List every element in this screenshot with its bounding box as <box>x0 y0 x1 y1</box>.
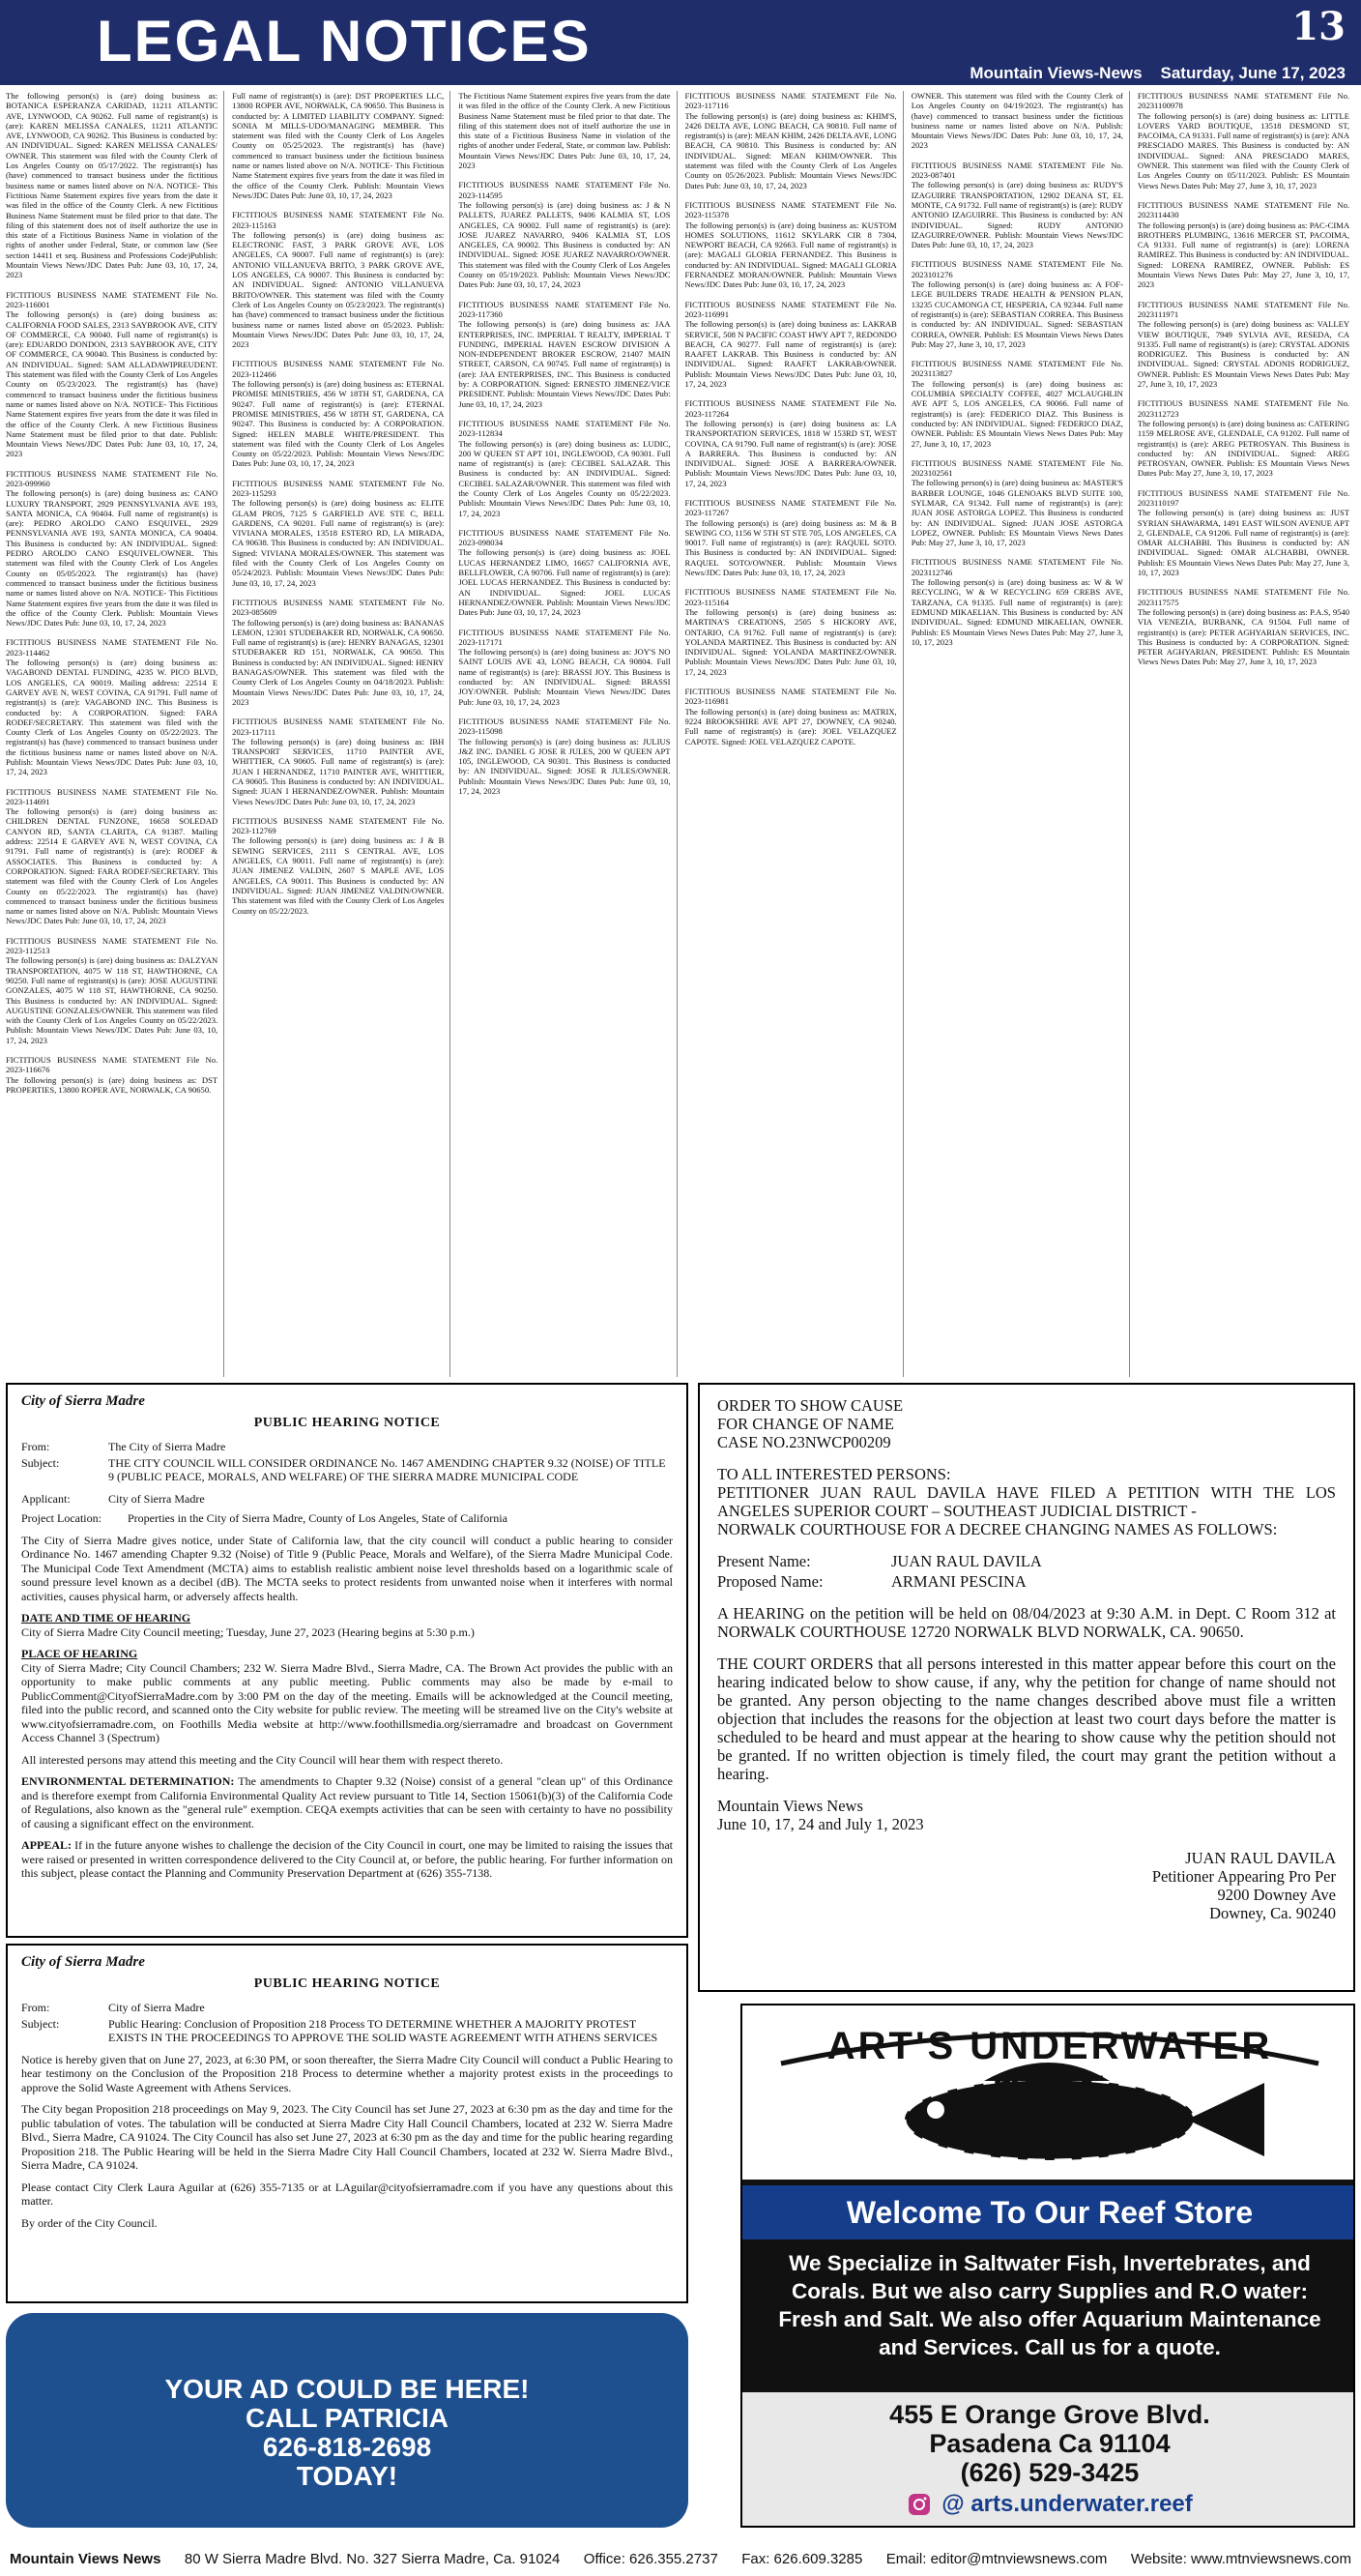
fictitious-business-notice <box>458 91 670 170</box>
notice-file-heading: FICTITIOUS BUSINESS NAME STATEMENT File No. 2023-117116 <box>684 91 897 111</box>
notice-file-heading: FICTITIOUS BUSINESS NAME STATEMENT File No. 2023-116676 <box>6 1055 218 1075</box>
notice-body: The following person(s) is (are) doing business as: ETERNAL PROMISE MINISTRIES, 456 W 18TH ST, GARDENA, CA 90247. Full name of registrant(s) is (are): ETERNAL PROMISE MINISTRIES, 456 W 18TH ST, GARDENA, CA 90247. This Business is conducted by: A CORPORATION. Signed: HELEN MABLE WHITE/PRESIDENT. This statement was filed with the County Clerk of Los Angeles County on 05/22/2023. Publish: Mountain Views News/JDC Dates Pub: June 03, 10, 17, 24, 2023 <box>232 379 445 469</box>
fictitious-business-notice <box>685 687 897 746</box>
notice-body: The following person(s) is (are) doing business as: JULIUS J&Z INC. DANIEL G JOSE R JULES, 200 W QUEEN APT 105, INGLEWOOD, CA 90301. This Business is conducted by: AN INDIVIDUAL. Signed: JOSE R JULES/OWNER. Publish: Mountain Views News/JDC Dates Pub: June 03, 10, 17, 24, 2023 <box>458 736 671 796</box>
notice-file-heading: FICTITIOUS BUSINESS NAME STATEMENT File No. 2023-115293 <box>232 478 445 498</box>
notice-file-heading: FICTITIOUS BUSINESS NAME STATEMENT File No. 2023-116991 <box>684 299 897 319</box>
store-city: Pasadena Ca 91104 <box>929 2429 1171 2458</box>
footer-brand: Mountain Views News <box>10 2551 161 2567</box>
notice-file-heading: FICTITIOUS BUSINESS NAME STATEMENT File No. 2023-112769 <box>232 815 445 836</box>
logo-text: ART'S UNDERWATER REEF <box>826 2025 1273 2111</box>
order-to-show-cause <box>698 1383 1355 1992</box>
notice-paragraph: Notice is hereby given that on June 27, 2023, at 6:30 PM, or soon thereafter, the Sierra Madre City Council will conduct a Public Hearing to hear testimony on the Conclusion of the Proposition 218 Process to determine whether a majority protest exists in the proceedings to approve the Solid Waste Agreement with Athens Services. <box>21 2052 673 2094</box>
notice-file-heading: FICTITIOUS BUSINESS NAME STATEMENT File No. 2023-114462 <box>6 637 218 658</box>
notice-body: The following person(s) is (are) doing business as: M & B SEWING CO, 1156 W 5TH ST STE 705, LOS ANGELES, CA 90017. Full name of registrant(s) is (are): RAQUEL SOTO. This Business is conducted by: AN INDIVIDUAL. Signed: RAQUEL SOTO/OWNER. Publish: Mountain Views News/JDC Dates Pub: June 03, 10, 17, 24, 2023 <box>684 517 897 578</box>
notice-body: The following person(s) is (are) doing business as: BOTANICA ESPERANZA CARIDAD, 11211 ATLANTIC AVE, LYNWOOD, CA 90262. Full name of registrant(s) is (are): KAREN MELISSA CANALES, 11211 ATLANTIC AVE, LYNWOOD, CA 90262. This Business is conducted by: AN INDIVIDUAL. Signed: KAREN MELISSA CANALES/ OWNER. This statement was filed with the County Clerk of Los Angeles County on 05/17/2022. The registrant(s) has (have) commenced to transact business under the fictitious business name or names listed above on N/A. NOTICE- This Fictitious Name Statement expires five years from the date it was filed in the office of the County Clerk. A new Fictitious Business Name Statement must be filed prior to that date. The filing of this statement does not of itself authorize the use in this state of a Fictitious Business Name in violation of the rights of another under Federal, State, or common law (See section 14411 et seq. Business and Professions Code)Publish: Mountain Views News/JDC Dates Pub: June 03, 10, 17, 24, 2023 <box>6 91 218 280</box>
to-all: TO ALL INTERESTED PERSONS: <box>717 1465 951 1483</box>
notice-file-heading: FICTITIOUS BUSINESS NAME STATEMENT File No. 2023110197 <box>1137 487 1350 508</box>
instagram-handle: @ arts.underwater.reef <box>941 2491 1193 2517</box>
fictitious-business-notice <box>1138 587 1349 666</box>
place-text: City of Sierra Madre; City Council Chambers; 232 W. Sierra Madre Blvd., Sierra Madre, CA. The Brown Act provides the public with an opportunity to make public comments at any public meeting. Public comments may also be made by e-mail to PublicComment@CityofSierraMadre.com by 3:00 PM on the day of the meeting. Emails will be acknowledged at the Council meeting, filed into the public record, and scanned onto the City website for public review. The meeting will be streamed live on the City's website at www.cityofsierramadre.com, on Foothills Media website at http://www.foothillsmedia.org/sierramadre and broadcast on Government Access Channel 3 (Spectrum) <box>21 1660 673 1744</box>
notice-paragraph: Please contact City Clerk Laura Aguilar at (626) 355-7135 or at LAguilar@cityofsierramadre.com if you have any questions about this matter. <box>21 2180 673 2208</box>
notice-file-heading: FICTITIOUS BUSINESS NAME STATEMENT File No. 2023-117360 <box>458 299 671 319</box>
osc-title: ORDER TO SHOW CAUSE <box>717 1396 904 1415</box>
notice-body: The following person(s) is (are) doing business as: VAGABOND DENTAL FUNDING, 4235 W. PICO BLVD, LOS ANGELES, CA 90019. Mailing address: 22514 E GARVEY AVE N, WEST COVINA, CA 91791. Full name of registrant(s) is (are): VAGABOND INC. This Business is conducted by: A CORPORATION. Signed: FARA RODEF/SECRETARY. This statement was filed with the County Clerk of Los Angeles County on 05/22/2023. The registrant(s) has (have) commenced to transact business under the fictitious business name or names listed above on N/A. Publish: Mountain Views News/JDC Dates Pub: June 03, 10, 17, 24, 2023 <box>6 658 218 777</box>
fictitious-business-notice <box>912 259 1123 349</box>
notice-file-heading: FICTITIOUS BUSINESS NAME STATEMENT File No. 2023-115163 <box>232 210 445 230</box>
fictitious-business-notice <box>6 936 217 1045</box>
environmental-text: ENVIRONMENTAL DETERMINATION: The amendments to Chapter 9.32 (Noise) consist of a general "clean up" of this Ordinance and is therefore exempt from California Environmental Quality Act review pursuant to Title 14, Section 15061(b)(3) of the California Code of Regulations, also known as the "general rule" exemption. CEQA exempts activities that can be seen with certainty to have no possibility of causing a significant effect on the environment. <box>21 1774 673 1830</box>
court-orders-text: THE COURT ORDERS that all persons interested in this matter appear before this court on the hearing indicated below to show cause, if any, why the petition for change of name should not be granted. Any person objecting to the name changes described above must file a written objection that includes the reasons for the objection at least two court days before the matter is scheduled to be heard and must appear at the hearing to show cause why the petition should not be granted. If no written objection is timely filed, the court may grant the petition without a hearing. <box>717 1654 1336 1783</box>
interested-text: All interested persons may attend this meeting and the City Council will hear them with respect thereto. <box>21 1752 504 1767</box>
notice-column <box>232 91 450 1377</box>
notice-body: The following person(s) is (are) doing business as: IBH TRANSPORT SERVICES, 11710 PAINTER AVE, WHITTIER, CA 90605. Full name of registrant(s) is (are): JUAN I HERNANDEZ, 11710 PAINTER AVE, WHITTIER, CA 90605. This Business is conducted by: AN INDIVIDUAL. Signed: JUAN I HERNANDEZ/OWNER. Publish: Mountain Views News/JDC Dates Pub: June 03, 10, 17, 24, 2023 <box>232 736 445 806</box>
notice-body: The following person(s) is (are) doing business as: MATRIX, 9224 BROOKSHIRE AVE APT 27, DOWNEY, CA 90240. Full name of registrant(s) is (are): JOEL VELAZQUEZ CAPOTE. Signed: JOEL VELAZQUEZ CAPOTE. <box>684 706 897 746</box>
notice-intro: The City of Sierra Madre gives notice, under State of California law, that the city council will conduct a public hearing to consider Ordinance No. 1467 amending Chapter 9.32 (Noise) of Title 9 (Public Peace, Morals and Welfare), of the Sierra Madre Municipal Code. The Municipal Code Text Amendment (MCTA) aims to establish realistic ambient noise level thresholds based on a logarithmic scale of sound pressure level known as a decibel (dB). The MCTA seeks to protect residents from unwanted noise when it interferes with normal activities, causes physical harm, or adversely affects health. <box>21 1533 673 1603</box>
notice-body: The following person(s) is (are) doing business as: W & W RECYCLING, W & W RECYCLING 659 CREBS AVE, TARZANA, CA 91335. Full name of registrant(s) is (are): EDMUND MIKAELIAN. This Business is conducted by: AN INDIVIDUAL. Signed: EDMUND MIKAELIAN, OWNER. Publish: ES Mountain Views News Dates Pub: May 27, June 3, 10, 17, 2023 <box>911 577 1123 647</box>
notice-file-heading: FICTITIOUS BUSINESS NAME STATEMENT File No. 2023-117264 <box>684 398 897 419</box>
notice-body: The following person(s) is (are) doing business as: MARTINA'S CREATIONS, 2505 S HICKORY AVE, ONTARIO, CA 91762. Full name of registrant(s) is (are): YOLANDA MARTINEZ. This Business is conducted by: AN INDIVIDUAL. Signed: YOLANDA MARTINEZ/OWNER. Publish: Mountain Views News/JDC Dates Pub: June 03, 10, 17, 24, 2023 <box>684 606 897 677</box>
present-name-row: Present Name: JUAN RAUL DAVILA <box>717 1552 1042 1570</box>
notice-file-heading: FICTITIOUS BUSINESS NAME STATEMENT File No. 2023-115164 <box>684 587 897 607</box>
notice-heading: PUBLIC HEARING NOTICE <box>253 1976 441 1991</box>
notice-paragraph: The City began Proposition 218 proceedings on May 9, 2023. The City Council has set June 27, 2023 at 6:30 pm as the day and time for the public tabulation of votes. The tabulation will be conducted at Sierra Madre City Hall Council Chambers, located at 232 W. Sierra Madre Blvd., Sierra Madre, CA 91024. The City Council has also set June 27, 2023 at 6:30 pm as the day and time for the public hearing regarding Proposition 218. The Public Hearing will be held in the Sierra Madre City Hall Council Chambers, located at 232 W. Sierra Madre Blvd., Sierra Madre, CA 91024. <box>21 2102 673 2172</box>
fictitious-business-notice <box>685 498 897 577</box>
fictitious-business-notice <box>232 816 444 916</box>
notice-body: The following person(s) is (are) doing business as: KHIM'S, 2426 DELTA AVE, LONG BEACH, CA 90810. Full name of registrant(s) is (are): MEAN KHIM, 2426 DELTA AVE, LONG BEACH, CA 90810. This Business is conducted by: AN INDIVIDUAL. Signed: MEAN KHIM/OWNER. This statement was filed with the County Clerk of Los Angeles County on 05/26/2023. Publish: Mountain Views News/JDC Dates Pub: June 03, 10, 17, 24, 2023 <box>684 110 897 190</box>
fictitious-business-notice <box>1138 200 1349 290</box>
notice-file-heading: FICTITIOUS BUSINESS NAME STATEMENT File No. 2023113827 <box>911 359 1123 379</box>
notice-body: The following person(s) is (are) doing business as: CALIFORNIA FOOD SALES, 2313 SAYBROOK AVE, CITY OF COMMERCE, CA 90040. Full name of registrant(s) is (are): EDUARDO DONDON, 2313 SAYBROOK AVE, CITY OF COMMERCE, CA 90040. This Business is conducted by: AN INDIVIDUAL. Signed: SAM ALLADAWIPREUDENT. This statement was filed with the County Clerk of Los Angeles County on 05/23/2023. The registrant(s) has (have) commenced to transact business under the fictitious business name or names listed above on N/A. NOTICE- This Fictitious Name Statement expires five years from the date it was filed in the office of the County Clerk. A new Fictitious Business Name Statement must be filed prior to that date. Publish: Mountain Views News/JDC Dates Pub: June 03, 10, 17, 24, 2023 <box>6 309 218 459</box>
notice-file-heading: FICTITIOUS BUSINESS NAME STATEMENT File No. 2023-085609 <box>232 597 445 618</box>
store-phone: (626) 529-3425 <box>960 2458 1140 2487</box>
notice-file-heading: FICTITIOUS BUSINESS NAME STATEMENT File No. 2023-115098 <box>458 716 671 737</box>
date-text: City of Sierra Madre City Council meeting; Tuesday, June 27, 2023 (Hearing begins at 5:30 p.m.) <box>21 1625 475 1639</box>
fictitious-business-notice <box>685 398 897 488</box>
notice-column <box>458 91 677 1377</box>
notice-body: The following person(s) is (are) doing business as: DST PROPERTIES, 13800 ROPER AVE, NORWALK, CA 90650. <box>6 1074 218 1095</box>
store-address: 455 E Orange Grove Blvd. <box>889 2400 1210 2429</box>
prop-218-hearing-notice <box>6 1944 688 2303</box>
notice-column <box>685 91 904 1377</box>
fictitious-business-notice <box>1138 91 1349 190</box>
fictitious-business-notice <box>912 359 1123 449</box>
fictitious-business-notice <box>685 587 897 677</box>
fictitious-business-notice <box>6 469 217 629</box>
fictitious-business-notice <box>232 359 444 468</box>
notice-file-heading: FICTITIOUS BUSINESS NAME STATEMENT File No. 20231100978 <box>1137 91 1350 111</box>
notice-file-heading: FICTITIOUS BUSINESS NAME STATEMENT File No. 2023101276 <box>911 259 1123 279</box>
instagram-link[interactable] <box>742 2491 1355 2518</box>
footer-address: 80 W Sierra Madre Blvd. No. 327 Sierra Madre, Ca. 91024 <box>184 2551 561 2567</box>
issue-date: Saturday, June 17, 2023 <box>1160 64 1346 82</box>
fictitious-business-notice <box>458 419 670 518</box>
notice-column <box>1138 91 1355 1377</box>
page-title: LEGAL NOTICES <box>97 9 592 73</box>
fictitious-business-notice <box>458 180 670 289</box>
fictitious-business-notice <box>458 717 670 796</box>
store-contact <box>742 2392 1355 2528</box>
ad-today: TODAY! <box>296 2461 398 2491</box>
notice-body: The following person(s) is (are) doing business as: JAA ENTERPRISES, INC. IMPERIAL T REALTY, IMPERIAL T FUNDING, IMPERIAL HAVEN ESCROW DIVISION A NON-INDEPENDENT BROKER ESCROW, 21407 MAIN STREET, CARSON, CA 90745. Full name of registrant(s) is (are): JAA ENTERPRISES, INC. This Business is conducted by: A CORPORATION. Signed: ERNESTO JIMENEZ/VICE PRESIDENT. Publish: Mountain Views News/JDC Dates Pub: June 03, 10, 17, 24, 2023 <box>458 319 671 409</box>
notice-file-heading: FICTITIOUS BUSINESS NAME STATEMENT File No. 2023-117267 <box>684 497 897 518</box>
fictitious-business-notice <box>232 210 444 349</box>
ad-call-line: CALL PATRICIA <box>246 2403 449 2433</box>
fictitious-business-notice <box>685 300 897 390</box>
notice-body: The following person(s) is (are) doing business as: ELECTRONIC FAST, 3 PARK GROVE AVE, LOS ANGELES, CA 90007. Full name of registrant(s) is (are): ANTONIO VILLANUEVA BRITO, 3 PARK GROVE AVE, LOS ANGELES, CA 90007. This Business is conducted by: AN INDIVIDUAL. Signed: ANTONIO VILLANUEVA BRITO/OWNER. This statement was filed with the County Clerk of Los Angeles County on 05/23/2023. The registrant(s) has (have) commenced to transact business under the fictitious business name or names listed above on 05/2023. Publish: Mountain Views News/JDC Dates Pub: June 03, 10, 17, 24, 2023 <box>232 229 445 350</box>
notice-body: The following person(s) is (are) doing business as: BANANAS LEMON, 12301 STUDEBAKER RD, NORWALK, CA 90650. Full name of registrant(s) is (are): HENRY BANAGAS, 12301 STUDEBAKER RD 151, NORWALK, CA 90650. This Business is conducted by: AN INDIVIDUAL. Signed: HENRY BANAGAS/OWNER. This statement was filed with the County Clerk of Los Angeles County on 04/18/2023. Publish: Mountain Views News/JDC Dates Pub: June 03, 10, 17, 24, 2023 <box>232 617 445 707</box>
courthouse-text: NORWALK COURTHOUSE FOR A DECREE CHANGING NAMES AS FOLLOWS: <box>717 1520 1278 1538</box>
from-row: From: City of Sierra Madre <box>21 2001 205 2014</box>
ad-headline: YOUR AD COULD BE HERE! <box>164 2374 530 2404</box>
notice-body: The following person(s) is (are) doing business as: ELITE GLAM PROS, 7125 S GARFIELD AVE STE C, BELL GARDENS, CA 90201. Full name of registrant(s) is (are): VIVIANA MORALES, 13518 ESTERO RD, LA MIRADA, CA 90638. This Business is conducted by: AN INDIVIDUAL. Signed: VIVIANA MORALES/OWNER. This statement was filed with the County Clerk of Los Angeles County on 05/24/2023. Publish: Mountain Views News/JDC Dates Pub: June 03, 10, 17, 24, 2023 <box>232 498 445 588</box>
notice-body: The following person(s) is (are) doing business as: CANO LUXURY TRANSPORT, 2929 PENNSYLVANIA AVE 193, SANTA MONICA, CA 90404. Full name of registrant(s) is (are): PEDRO AROLDO CANO ESQUIVEL, 2929 PENNSYLVANIA AVE 193, SANTA MONICA, CA 90404. This Business is conducted by: AN INDIVIDUAL. Signed: PEDRO AROLDO CANO ESQUIVEL/OWNER. This statement was filed with the County Clerk of Los Angeles County on 05/05/2023. The registrant(s) has (have) commenced to transact business under the fictitious business name or names listed above on N/A. NOTICE- This Fictitious Name Statement expires five years from the date it was filed in the office of the County Clerk. Publish: Mountain Views News/JDC Dates Pub: June 03, 10, 17, 24, 2023 <box>6 488 218 629</box>
instagram-icon <box>907 2492 932 2517</box>
fictitious-business-notice <box>912 458 1123 548</box>
notice-body: The following person(s) is (are) doing business as: CATERING 1159 MELROSE AVE, GLENDALE, CA 91202. Full name of registrant(s) is (are): AREG PETROSYAN. This Business is conducted by: AN INDIVIDUAL. Signed: AREG PETROSYAN, OWNER. Publish: ES Mountain Views News Dates Pub: May 27, June 3, 10, 17, 2023 <box>1137 418 1350 479</box>
fictitious-business-notice <box>6 787 217 926</box>
notice-body: The following person(s) is (are) doing business as: JOEL LUCAS HERNANDEZ LIMO, 16657 CALIFORNIA AVE, BELLFLOWER, CA 90706. Full name of registrant(s) is (are): JOEL LUCAS HERNANDEZ. This Business is conducted by: AN INDIVIDUAL. Signed: JOEL LUCAS HERNANDEZ/OWNER. Publish: Mountain Views News/JDC Dates Pub: June 03, 10, 17, 24, 2023 <box>458 547 671 618</box>
notice-body: The following person(s) is (are) doing business as: LA TRANSPORTATION SERVICES, 1818 W 153RD ST, WEST COVINA, CA 91790. Full name of registrant(s) is (are): JOSE A BARRERA. This Business is conducted by: AN INDIVIDUAL. Signed: JOSE A BARRERA/OWNER. Publish: Mountain Views News/JDC Dates Pub: June 03, 10, 17, 24, 2023 <box>684 418 897 488</box>
from-row: From: The City of Sierra Madre <box>21 1440 226 1453</box>
notice-file-heading: FICTITIOUS BUSINESS NAME STATEMENT File No. 2023112746 <box>911 557 1123 577</box>
date-heading: DATE AND TIME OF HEARING <box>21 1611 191 1625</box>
notice-body: The following person(s) is (are) doing business as: LITTLE LOVERS YARD BOUTIQUE, 13518 DESMOND ST, PACOIMA, CA 91331. Full name of registrant(s) is (are): ANA PRESCIADO MARES. This Business is conducted by: AN INDIVIDUAL. Signed: ANA PRESCIADO MARES, OWNER. This statement was filed with the County Clerk of Los Angeles County on 05/11/2023. Publish: ES Mountain Views News Dates Pub: May 27, June 3, 10, 17, 2023 <box>1137 110 1350 190</box>
fictitious-business-notice <box>1138 398 1349 478</box>
notice-body: The following person(s) is (are) doing business as: RUDY'S IZAGUIRRE TRANSPORTATION, 12902 DEANA ST, EL MONTE, CA 91732. Full name of registrant(s) is (are): RUDY ANTONIO IZAGUIRRE. This Business is conducted by: AN INDIVIDUAL. Signed: RUDY ANTONIO IZAGUIRRE/OWNER. Publish: Mountain Views News/JDC Dates Pub: June 03, 10, 17, 24, 2023 <box>911 180 1123 250</box>
notice-file-heading: FICTITIOUS BUSINESS NAME STATEMENT File No. 2023-116001 <box>6 289 218 309</box>
notice-body: The following person(s) is (are) doing business as: JUST SYRIAN SHAWARMA, 1491 EAST WILSON AVENUE APT 2, GLENDALE, CA 91206. Full name of registrant(s) is (are): OMAR ALCHABBI. This Business is conducted by: AN INDIVIDUAL. Signed: OMAR ALCHABBI, OWNER. Publish: ES Mountain Views News Dates Pub: May 27, June 3, 10, 17, 2023 <box>1137 508 1350 578</box>
notice-file-heading: FICTITIOUS BUSINESS NAME STATEMENT File No. 2023-117111 <box>232 717 445 737</box>
page-number: 13 <box>1291 4 1346 49</box>
notice-file-heading: FICTITIOUS BUSINESS NAME STATEMENT File No. 2023-112513 <box>6 935 218 956</box>
ad-phone[interactable]: 626-818-2698 <box>262 2432 432 2462</box>
footer-fax: Fax: 626.609.3285 <box>741 2551 863 2567</box>
advertise-here-ad[interactable] <box>6 2313 688 2528</box>
noise-ordinance-hearing-notice <box>6 1383 688 1938</box>
hearing-text: A HEARING on the petition will be held on 08/04/2023 at 9:30 A.M. in Dept. C Room 312 at NORWALK COURTHOUSE 12720 NORWALK BLVD NORWALK, CA. 90650. <box>717 1604 1336 1641</box>
fictitious-business-notice <box>6 290 217 459</box>
notice-file-heading: FICTITIOUS BUSINESS NAME STATEMENT File No. 2023117575 <box>1137 587 1350 607</box>
notice-body: The following person(s) is (are) doing business as: J & N PALLETS, JUAREZ PALLETS, 9406 KALMIA ST, LOS ANGELES, CA 90002. Full name of registrant(s) is (are): JOSE JUAREZ NAVARRO, 9406 KALMIA ST, LOS ANGELES, CA 90002. This Business is conducted by: AN INDIVIDUAL. Signed: JOSE JUAREZ NAVARRO/OWNER. This statement was filed with the County Clerk of Los Angeles County on 05/19/2023. Publish: Mountain Views News/JDC Dates Pub: June 03, 10, 17, 24, 2023 <box>458 199 671 290</box>
notice-file-heading: FICTITIOUS BUSINESS NAME STATEMENT File No. 2023-098034 <box>458 527 671 548</box>
fictitious-business-notice <box>6 1055 217 1095</box>
footer-website[interactable]: Website: www.mtnviewsnews.com <box>1130 2551 1351 2567</box>
publication-dates: June 10, 17, 24 and July 1, 2023 <box>717 1815 924 1833</box>
notice-city: City of Sierra Madre <box>21 1954 145 1970</box>
notice-body: OWNER. This statement was filed with the County Clerk of Los Angeles County on 04/19/2023. The registrant(s) has (have) commenced to transact business under the fictitious business name or names listed above on N/A. Publish: Mountain Views News/JDC Dates Pub: June 03, 10, 17, 24, 2023 <box>911 91 1123 151</box>
notice-body: Full name of registrant(s) is (are): DST PROPERTIES LLC, 13800 ROPER AVE, NORWALK, CA 90650. This Business is conducted by: A LIMITED LIABILITY COMPANY. Signed: SONIA M MILLS-UDO/MANAGING MEMBER. This statement was filed with the County Clerk of Los Angeles County on 05/25/2023. The registrant(s) has (have) commenced to transact business under the fictitious business name or names listed above on N/A. NOTICE- This Fictitious Name Statement expires five years from the date it was filed in the office of the County Clerk. Publish: Mountain Views News/JDC Dates Pub: June 03, 10, 17, 24, 2023 <box>232 91 445 200</box>
notice-file-heading: FICTITIOUS BUSINESS NAME STATEMENT File No. 2023-114691 <box>6 786 218 806</box>
footer-email[interactable]: Email: editor@mtnviewsnews.com <box>885 2551 1108 2567</box>
fictitious-business-notice <box>232 479 444 588</box>
notice-column <box>912 91 1130 1377</box>
notice-file-heading: FICTITIOUS BUSINESS NAME STATEMENT File No. 2023111971 <box>1137 299 1350 319</box>
case-number: CASE NO.23NWCP00209 <box>717 1433 891 1451</box>
notice-paragraph: By order of the City Council. <box>21 2215 158 2230</box>
masthead <box>0 0 1361 85</box>
notice-file-heading: FICTITIOUS BUSINESS NAME STATEMENT File No. 2023-114595 <box>458 180 671 200</box>
welcome-banner: Welcome To Our Reef Store <box>742 2185 1355 2239</box>
notice-file-heading: FICTITIOUS BUSINESS NAME STATEMENT File No. 2023102561 <box>911 457 1123 479</box>
reef-logo <box>742 2005 1355 2180</box>
notice-file-heading: FICTITIOUS BUSINESS NAME STATEMENT File No. 2023112723 <box>1137 398 1350 419</box>
notice-body: The following person(s) is (are) doing business as: VALLEY VIEW BOUTIQUE, 7949 SYLVIA AVE, RESEDA, CA 91335. Full name of registrant(s) is (are): CRYSTAL ADONIS RODRIGUEZ. This Business is conducted by: AN INDIVIDUAL. Signed: CRYSTAL ADONIS RODRIGUEZ, OWNER. Publish: ES Mountain Views News Dates Pub: May 27, June 3, 10, 17, 2023 <box>1137 319 1350 390</box>
notice-file-heading: FICTITIOUS BUSINESS NAME STATEMENT File No. 2023-087401 <box>911 160 1123 181</box>
notice-body: The following person(s) is (are) doing business as: J & B SEWING SERVICES, 2111 S CENTRAL AVE, LOS ANGELES, CA 90011. Full name of registrant(s) is (are): JUAN JIMENEZ VALDIN, 2607 S MAPLE AVE, LOS ANGELES, CA 90011. This Business is conducted by: AN INDIVIDUAL. Signed: JUAN JIMENEZ VALDIN/OWNER. This statement was filed with the County Clerk of Los Angeles County on 05/22/2023. <box>232 835 445 916</box>
notice-body: The following person(s) is (are) doing business as: KUSTOM HOMES SOLUTIONS, 11612 SKYLARK CIR 8 7304, NEWPORT BEACH, CA 92663. Full name of registrant(s) is (are): MAGALI GLORIA FERNANDEZ. This Business is conducted by: AN INDIVIDUAL. Signed: MAGALI GLORIA FERNANDEZ MORAN/OWNER. Publish: Mountain Views News/JDC Dates Pub: June 03, 10, 17, 24, 2023 <box>684 220 897 290</box>
notice-column <box>6 91 224 1377</box>
notice-body: The following person(s) is (are) doing business as: P.A.S, 9540 VIA VENEZIA, BURBANK, CA 91504. Full name of registrant(s) is (are): PETER AGHYARIAN SERVICES, INC. This Business is conducted by: A CORPORATION. Signed: PETER AGHYARIAN, PRESIDENT. Publish: ES Mountain Views News Dates Pub: May 27, June 3, 10, 17, 2023 <box>1137 606 1350 667</box>
fictitious-business-notice <box>685 200 897 290</box>
notice-body: The following person(s) is (are) doing business as: A FOF-LEGE BUILDERS TRADE HEALTH & PENSION PLAN, 13235 CUCAMONGA CT, HESPERIA, CA 92344. Full name of registrant(s) is (are): SEBASTIAN CORREA. This Business is conducted by: AN INDIVIDUAL. Signed: SEBASTIAN CORREA, OWNER. Publish: ES Mountain Views News Dates Pub: May 27, June 3, 10, 17, 2023 <box>911 279 1123 349</box>
store-description: We Specialize in Saltwater Fish, Invertebrates, and Corals. But we also carry Supplies and R.O water: Fresh and Salt. We also offer Aquarium Maintenance and Services. Call us for a quote. <box>778 2251 1321 2359</box>
fictitious-business-notice <box>912 161 1123 250</box>
petition-text: PETITIONER JUAN RAUL DAVILA HAVE FILED A PETITION WITH THE LOS ANGELES SUPERIOR COURT – SOUTHEAST JUDICIAL DISTRICT - <box>717 1483 1336 1520</box>
fictitious-business-notice <box>912 91 1123 151</box>
fictitious-business-notice <box>458 628 670 707</box>
notice-file-heading: FICTITIOUS BUSINESS NAME STATEMENT File No. 2023-116981 <box>684 687 897 707</box>
fictitious-business-notice <box>458 528 670 618</box>
notice-body: The following person(s) is (are) doing business as: LAKRAB SERVICE, 508 N PACIFIC COAST HWY APT 7, REDONDO BEACH, CA 90277. Full name of registrant(s) is (are): RAAFET LAKRAB. This Business is conducted by: AN INDIVIDUAL. Signed: RAAFET LAKRAB/OWNER. Publish: Mountain Views News/JDC Dates Pub: June 03, 10, 17, 24, 2023 <box>684 319 897 390</box>
notice-file-heading: FICTITIOUS BUSINESS NAME STATEMENT File No. 2023-115378 <box>684 199 897 220</box>
petitioner-signature: JUAN RAUL DAVILA Petitioner Appearing Pro Per 9200 Downey Ave Downey, Ca. 90240 <box>1151 1849 1336 1922</box>
applicant-row: Applicant: City of Sierra Madre <box>21 1491 205 1506</box>
notice-body: The following person(s) is (are) doing business as: LUDIC, 200 W QUEEN ST APT 101, INGLEWOOD, CA 90301. Full name of registrant(s) is (are): CECIBEL SALAZAR. This Business is conducted by: AN INDIVIDUAL. Signed: CECIBEL SALAZAR/OWNER. This statement was filed with the County Clerk of Los Angeles County on 05/22/2023. Publish: Mountain Views News/JDC Dates Pub: June 03, 10, 17, 24, 2023 <box>458 438 671 518</box>
fictitious-business-notice <box>6 637 217 776</box>
fictitious-business-notice <box>685 91 897 190</box>
fictitious-business-notice <box>1138 488 1349 578</box>
legal-notices-columns <box>6 91 1355 1377</box>
fictitious-business-notice <box>1138 300 1349 390</box>
notice-body: The following person(s) is (are) doing business as: CHILDREN DENTAL FUNZONE, 16658 SOLEDAD CANYON RD, SANTA CLARITA, CA 91387. Mailing address: 22514 E GARVEY AVE N, WEST COVINA, CA 91791. Full name of registrant(s) is (are): RODEF & ASSOCIATES. This Business is conducted by: A CORPORATION. Signed: FARA RODEF/SECRETARY. This statement was filed with the County Clerk of Los Angeles County on 05/22/2023. The registrant(s) has (have) commenced to transact business under the fictitious business name or names listed above on N/A. Publish: Mountain Views News/JDC Dates Pub: June 03, 10, 17, 24, 2023 <box>6 806 218 926</box>
publication-line: Mountain Views News <box>717 1797 863 1815</box>
proposed-name-row: Proposed Name: ARMANI PESCINA <box>717 1572 1027 1591</box>
fictitious-business-notice <box>232 91 444 200</box>
publication-name: Mountain Views-News <box>970 64 1143 82</box>
dateline <box>970 64 1346 83</box>
fictitious-business-notice <box>458 300 670 409</box>
notice-file-heading: FICTITIOUS BUSINESS NAME STATEMENT File No. 2023-112466 <box>232 359 445 379</box>
notice-file-heading: FICTITIOUS BUSINESS NAME STATEMENT File No. 2023-112834 <box>458 418 671 439</box>
subject-row: Subject: THE CITY COUNCIL WILL CONSIDER ORDINANCE No. 1467 AMENDING CHAPTER 9.32 (NOISE) OF TITLE 9 (PUBLIC PEACE, MORALS, AND WELFARE) OF THE SIERRA MADRE MUNICIPAL CODE <box>21 1455 666 1483</box>
fictitious-business-notice <box>6 91 217 280</box>
notice-file-heading: FICTITIOUS BUSINESS NAME STATEMENT File No. 2023114430 <box>1137 199 1350 220</box>
notice-body: The following person(s) is (are) doing business as: MASTER'S BARBER LOUNGE, 1046 GLENOAKS BLVD SUITE 100, SYLMAR, CA 91342. Full name of registrant(s) is (are): JUAN JOSE ASTORGA LOPEZ. This Business is conducted by: AN INDIVIDUAL. Signed: JUAN JOSE ASTORGA LOPEZ, OWNER. Publish: ES Mountain Views News Dates Pub: May 27, June 3, 10, 17, 2023 <box>911 478 1123 548</box>
notice-body: The following person(s) is (are) doing business as: DALZYAN TRANSPORTATION, 4075 W 118 ST, HAWTHORNE, CA 90250. Full name of registrant(s) is (are): JOSE AUGUSTINE GONZALES, 4075 W 118 ST, HAWTHORNE, CA 90250. This Business is conducted by: AN INDIVIDUAL. Signed: AUGUSTINE GONZALES/OWNER. This statement was filed with the County Clerk of Los Angeles County on 05/22/2023. Publish: Mountain Views News/JDC Dates Pub: June 03, 10, 17, 24, 2023 <box>6 955 218 1045</box>
location-row: Project Location: Properties in the City of Sierra Madre, County of Los Angeles, State of California <box>21 1511 507 1525</box>
subject-row: Subject: Public Hearing: Conclusion of Proposition 218 Process TO DETERMINE WHETHER A MAJORITY PROTEST EXISTS IN THE PROCEEDINGS TO APPROVE THE SOLID WASTE AGREEMENT WITH ATHENS SERVICES <box>21 2016 658 2044</box>
notice-file-heading: FICTITIOUS BUSINESS NAME STATEMENT File No. 2023-099960 <box>6 468 218 488</box>
fictitious-business-notice <box>232 717 444 806</box>
notice-body: The following person(s) is (are) doing business as: JOY'S NO SAINT LOUIS AVE 43, LONG BEACH, CA 90804. Full name of registrant(s) is (are): BRASSI JOY. This Business is conducted by: AN INDIVIDUAL. Signed: BRASSI JOY/OWNER. Publish: Mountain Views News/JDC Dates Pub: June 03, 10, 17, 24, 2023 <box>458 647 671 707</box>
notice-body: The following person(s) is (are) doing business as: COLUMBIA SPECIALTY COFFEE, 4027 MCLAUGHLIN AVE APT 5, LOS ANGELES, CA 90066. Full name of registrant(s) is (are): FEDERICO DIAZ. This Business is conducted by: AN INDIVIDUAL. Signed: FEDERICO DIAZ, OWNER. Publish: ES Mountain Views News Dates Pub: May 27, June 3, 10, 17, 2023 <box>911 378 1123 449</box>
notice-city: City of Sierra Madre <box>21 1393 145 1409</box>
osc-subtitle: FOR CHANGE OF NAME <box>717 1415 894 1433</box>
notice-body: The Fictitious Name Statement expires five years from the date it was filed in the office of the County Clerk. A new Fictitious Business Name Statement must be filed prior to that date. The filing of this statement does not of itself authorize the use in this state of a Fictitious Business Name in violation of the rights of another under Federal, State, or common law. Publish: Mountain Views News/JDC Dates Pub: June 03, 10, 17, 24, 2023 <box>458 91 671 171</box>
notice-body: The following person(s) is (are) doing business as: PAC-CIMA BROTHERS PLUMBING, 13616 MERCER ST, PACOIMA, CA 91331. Full name of registrant(s) is (are): LORENA RAMIREZ. This Business is conducted by: AN INDIVIDUAL. Signed: LORENA RAMIREZ, OWNER. Publish: ES Mountain Views News Dates Pub: May 27, June 3, 10, 17, 2023 <box>1137 220 1350 290</box>
notice-file-heading: FICTITIOUS BUSINESS NAME STATEMENT File No. 2023-117171 <box>458 627 671 647</box>
reef-store-ad[interactable] <box>740 2004 1355 2528</box>
page-footer <box>0 2543 1361 2576</box>
appeal-text: APPEAL: If in the future anyone wishes to challenge the decision of the City Council in court, one may be limited to raising the issues that were raised or presented in written correspondence delivered to the City Council at, or before, the public hearing. For further information on this subject, please contact the Planning and Community Preservation Department at (626) 355-7138. <box>21 1838 674 1880</box>
notice-heading: PUBLIC HEARING NOTICE <box>253 1415 441 1430</box>
place-heading: PLACE OF HEARING <box>21 1647 138 1660</box>
fictitious-business-notice <box>232 598 444 707</box>
fictitious-business-notice <box>912 557 1123 647</box>
footer-office: Office: 626.355.2737 <box>583 2551 718 2567</box>
